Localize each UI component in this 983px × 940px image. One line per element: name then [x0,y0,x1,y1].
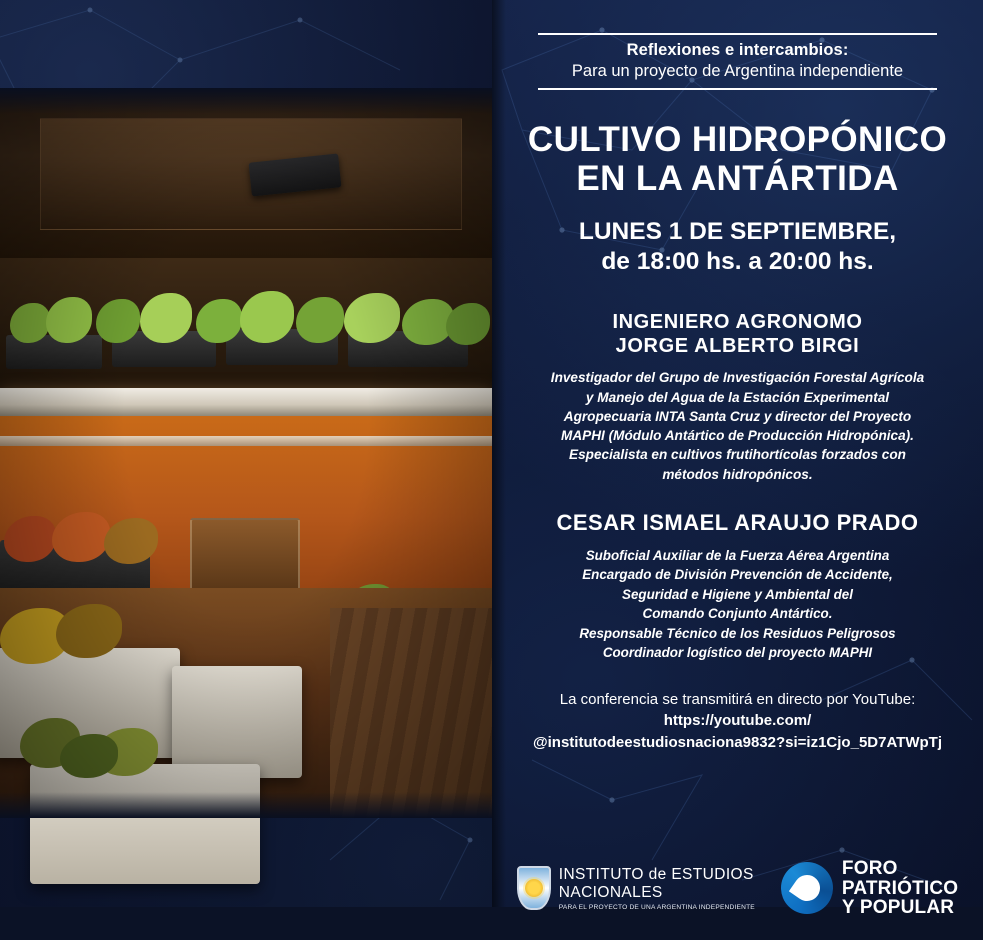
speaker-1-name: JORGE ALBERTO BIRGI [615,335,860,358]
stream-intro: La conferencia se transmitirá en directo por YouTube: [559,690,916,708]
speaker-2-bio-line: Encargado de División Prevención de Accidente, [582,567,893,583]
date-line-2: de 18:00 hs. a 20:00 hs. [601,247,874,275]
speaker-2-bio-line: Responsable Técnico de los Residuos Peligrosos [579,625,896,641]
hydroponic-grow-room-photo [0,88,492,818]
stream-info [514,689,961,754]
speaker-2-bio-line: Coordinador logístico del proyecto MAPHI [602,645,873,661]
speaker-2-bio-line: Seguridad e Higiene y Ambiental del [622,586,853,602]
speaker-1-role: INGENIERO AGRONOMO [612,311,863,334]
logo-ien-text [559,866,755,911]
header-block [538,33,937,90]
event-date [514,217,961,276]
argentina-sun-shield-icon [517,866,551,910]
logo-foro-line-1: FORO [841,857,898,879]
logo-foro-line-3: Y POPULAR [841,897,955,919]
photo-fade-bottom [0,792,492,818]
logo-ien-line-1: INSTITUTO de ESTUDIOS [558,865,754,883]
foro-circle-icon [781,862,833,914]
logo-instituto-de-estudios-nacionales [517,866,755,911]
sun-icon [525,879,543,897]
text-pane [492,0,983,919]
logo-ien-tagline: PARA EL PROYECTO DE UNA ARGENTINA INDEPENDIENTE [558,903,755,911]
youtube-link-line-1[interactable]: https://youtube.com/ [663,712,812,730]
title-line-1: CULTIVO HIDROPÓNICO [527,120,948,160]
photo-fade-top [0,88,492,114]
page-title [514,120,961,198]
youtube-link-line-2[interactable]: @institutodeestudiosnaciona9832?si=iz1Cjo_5D7ATWpTj [532,734,942,752]
logo-ien-line-2: NACIONALES [558,883,663,901]
photo-pane [0,0,492,907]
logo-foro-text [842,859,958,918]
date-line-1: LUNES 1 DE SEPTIEMBRE, [578,218,897,246]
speaker-2-bio-line: Suboficial Auxiliar de la Fuerza Aérea Argentina [585,548,890,563]
speaker-1-bio: Investigador del Grupo de Investigación Forestal Agrícola y Manejo del Agua de la Estación Experimental Agropecuaria INTA Santa Cruz y director del Proyecto MAPHI (Módulo Antártico de Producción Hidropónica). Especialista en cultivos frutihortícolas forzados con métodos hidropónicos. [550,370,925,482]
title-line-2: EN LA ANTÁRTIDA [576,159,899,199]
header-line-2: Para un proyecto de Argentina independiente [571,61,904,80]
poster-content [492,33,983,940]
header-line-1: Reflexiones e intercambios: [626,41,849,59]
logo-foro-patriotico-y-popular [781,859,958,918]
speaker-2-bio-line: Comando Conjunto Antártico. [642,606,833,622]
logo-row [492,859,983,918]
speaker-2-name: CESAR ISMAEL ARAUJO PRADO [556,510,919,535]
logo-foro-line-2: PATRIÓTICO [841,877,959,899]
speaker-2-bio [514,546,961,663]
photo-vignette [0,88,492,818]
